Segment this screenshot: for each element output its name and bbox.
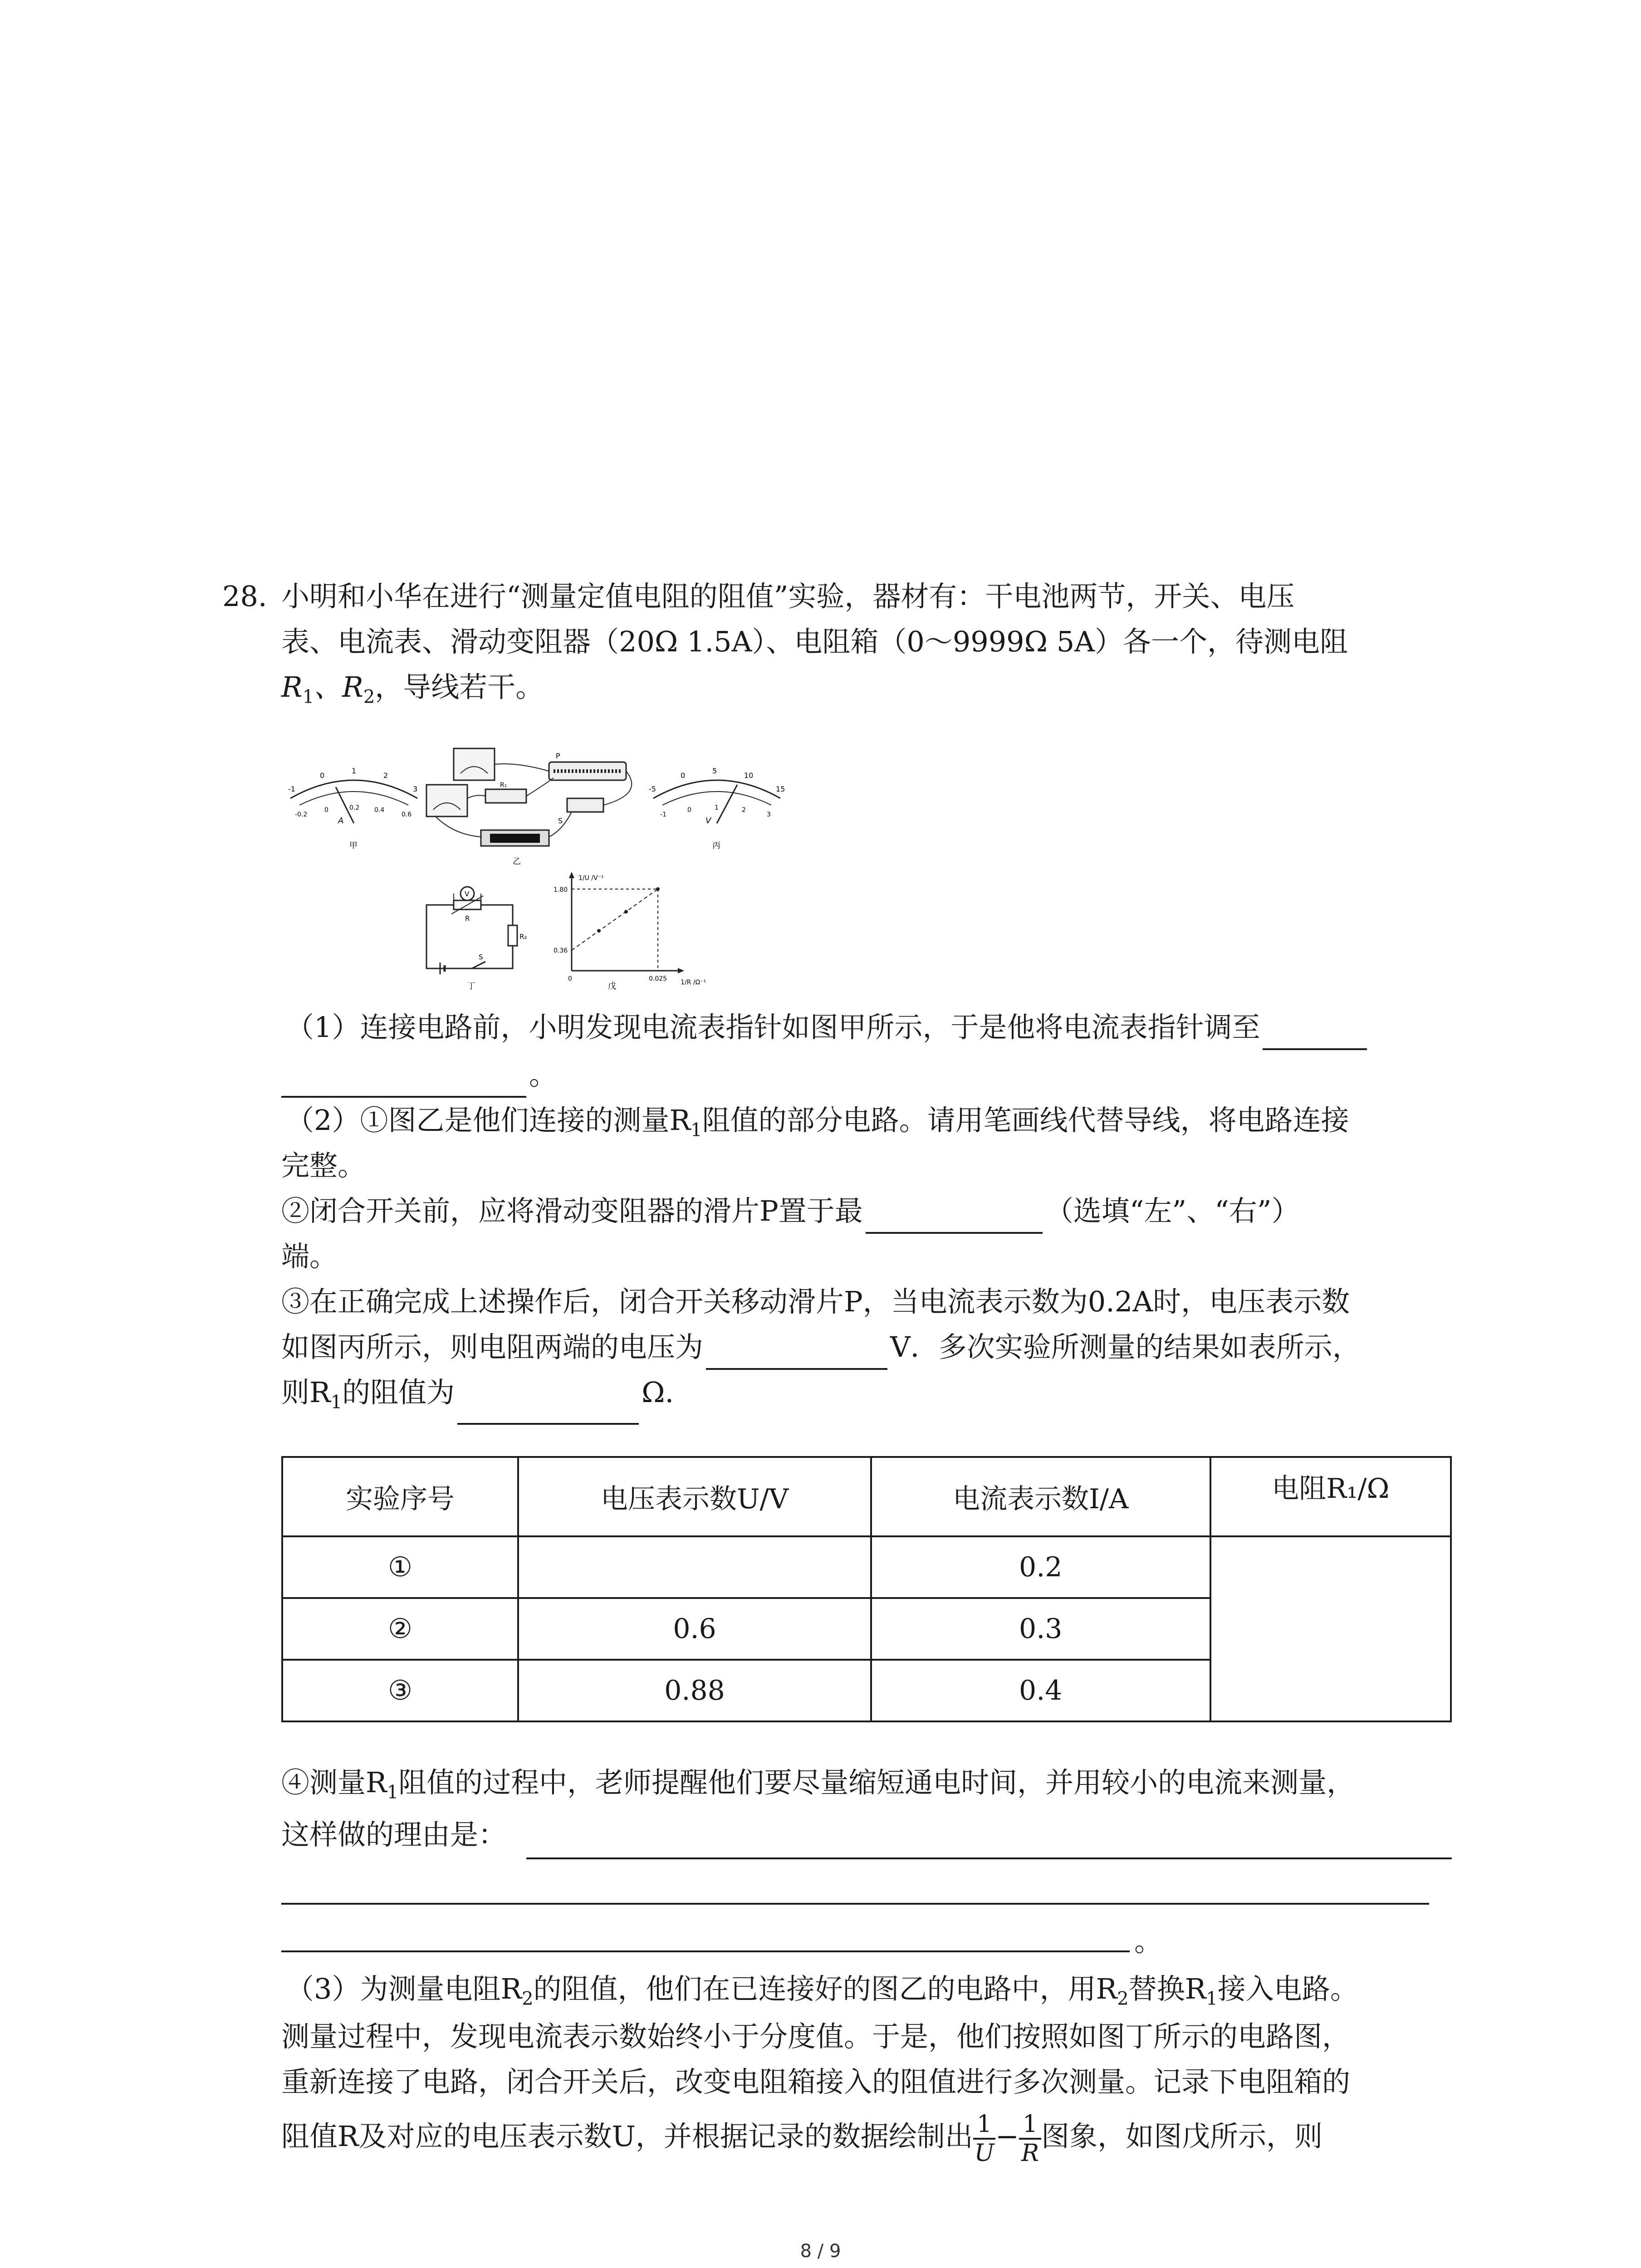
part3-text: 图象，如图戊所示，则 bbox=[1041, 2120, 1323, 2153]
table-cell: 0.88 bbox=[518, 1660, 871, 1721]
figure-label-jia: 甲 bbox=[349, 841, 358, 850]
subscript: 1 bbox=[387, 1782, 399, 1803]
question-stem-line-1: 小明和小华在进行“测量定值电阻的阻值”实验，器材有：干电池两节，开关、电压 bbox=[281, 580, 1295, 613]
circuit-apparatus bbox=[426, 748, 632, 866]
answer-line-reason-2[interactable] bbox=[281, 1903, 1429, 1905]
graph-y-axis-label: 1/U /V⁻¹ bbox=[578, 875, 604, 882]
graph-x-value: 0.025 bbox=[649, 975, 667, 982]
table-header: 电压表示数U/V bbox=[518, 1457, 871, 1536]
table-header: 电流表示数I/A bbox=[871, 1457, 1210, 1536]
part2-line-5: ③在正确完成上述操作后，闭合开关移动滑片P，当电流表示数为0.2A时，电压表示数 bbox=[281, 1285, 1350, 1318]
voltmeter-dial bbox=[649, 767, 785, 850]
part1-line-1 bbox=[286, 1005, 1370, 1050]
ammeter-tick-top-0: -1 bbox=[288, 785, 295, 793]
resistor-r1-label: R₁ bbox=[500, 782, 507, 789]
voltmeter-tick-bottom-4: 3 bbox=[767, 811, 771, 818]
voltmeter-tick-bottom-2: 1 bbox=[715, 804, 719, 811]
voltmeter-tick-top-1: 0 bbox=[681, 771, 686, 780]
subscript: 2 bbox=[522, 1988, 534, 2009]
fraction-denominator: R bbox=[1021, 2139, 1039, 2167]
schematic-switch-label: S bbox=[479, 953, 483, 961]
part2-text: V．多次实验所测量的结果如表所示， bbox=[890, 1330, 1361, 1364]
answer-blank-2a[interactable] bbox=[866, 1200, 1043, 1234]
part2-text: 则R bbox=[281, 1376, 331, 1409]
voltmeter-tick-bottom-0: -1 bbox=[660, 811, 666, 818]
part2-text: 阻值的部分电路。请用笔画线代替导线，将电路连接 bbox=[702, 1104, 1349, 1137]
answer-line-reason-1[interactable] bbox=[526, 1857, 1452, 1859]
table-header-row bbox=[282, 1457, 1451, 1536]
part2-line-6 bbox=[281, 1325, 1361, 1370]
ammeter-tick-top-3: 2 bbox=[383, 771, 388, 780]
part2b-end: 。 bbox=[1134, 1925, 1163, 1958]
question-stem-line-3 bbox=[281, 665, 544, 719]
voltmeter-tick-bottom-1: 0 bbox=[687, 807, 691, 814]
graph-x-axis-label: 1/R /Ω⁻¹ bbox=[681, 979, 706, 986]
part2-text: 如图丙所示，则电阻两端的电压为 bbox=[281, 1330, 704, 1364]
answer-blank-1b[interactable] bbox=[281, 1064, 526, 1098]
fraction-numerator: 1 bbox=[1019, 2111, 1041, 2140]
figure-label-ding: 丁 bbox=[467, 982, 475, 991]
table-cell: ③ bbox=[282, 1660, 518, 1721]
table-cell: ② bbox=[282, 1598, 518, 1660]
schematic-voltmeter-label: V bbox=[465, 890, 470, 898]
slider-p-label: P bbox=[556, 752, 560, 760]
part2-text: 的阻值为 bbox=[342, 1376, 455, 1409]
table-cell: ① bbox=[282, 1536, 518, 1598]
ammeter-dial bbox=[288, 767, 417, 850]
part2-line-7 bbox=[281, 1370, 674, 1425]
table-header: 电阻R₁/Ω bbox=[1210, 1457, 1451, 1536]
experiment-figure bbox=[281, 744, 803, 998]
r-symbol: 、R bbox=[314, 670, 363, 704]
table-cell-resistance[interactable] bbox=[1210, 1536, 1451, 1721]
ammeter-tick-bottom-0: -0.2 bbox=[295, 811, 308, 818]
part3-text: （3）为测量电阻R bbox=[286, 1972, 522, 2005]
ammeter-tick-bottom-3: 0.4 bbox=[374, 807, 385, 814]
table-cell-input[interactable] bbox=[518, 1536, 871, 1598]
subscript: 2 bbox=[1117, 1988, 1129, 2009]
part3-text: 接入电路。 bbox=[1217, 1972, 1358, 2005]
part1-line-2 bbox=[281, 1052, 557, 1098]
part2b-text: 阻值的过程中，老师提醒他们要尽量缩短通电时间，并用较小的电流来测量， bbox=[398, 1766, 1355, 1799]
table-row bbox=[282, 1536, 1451, 1598]
voltmeter-tick-top-2: 5 bbox=[712, 767, 717, 775]
answer-blank-2c[interactable] bbox=[457, 1391, 639, 1425]
graph-y-value-bottom: 0.36 bbox=[554, 947, 568, 954]
part3-line-4 bbox=[281, 2107, 1323, 2167]
figure-label-bing: 丙 bbox=[712, 841, 720, 850]
ammeter-tick-top-2: 1 bbox=[352, 767, 357, 775]
measurement-table bbox=[281, 1456, 1452, 1722]
subscript: 1 bbox=[691, 1119, 702, 1141]
part1-text: （1）连接电路前，小明发现电流表指针如图甲所示，于是他将电流表指针调至 bbox=[286, 1011, 1260, 1044]
part2-line-1 bbox=[286, 1098, 1349, 1153]
schematic-resistor-box-label: R bbox=[465, 914, 470, 923]
part3-line-3: 重新连接了电路，闭合开关后，改变电阻箱接入的阻值进行多次测量。记录下电阻箱的 bbox=[281, 2065, 1351, 2098]
table-cell: 0.4 bbox=[871, 1660, 1210, 1721]
fraction-1-over-u bbox=[973, 2111, 995, 2167]
part2-text: （2）①图乙是他们连接的测量R bbox=[286, 1104, 691, 1137]
voltmeter-tick-top-0: -5 bbox=[649, 785, 656, 793]
ammeter-tick-top-1: 0 bbox=[320, 771, 325, 780]
table-cell: 0.3 bbox=[871, 1598, 1210, 1660]
circuit-schematic bbox=[426, 887, 527, 991]
ammeter-tick-top-4: 3 bbox=[413, 785, 418, 793]
answer-blank-2b[interactable] bbox=[706, 1336, 887, 1370]
fraction-1-over-r bbox=[1019, 2111, 1041, 2167]
fraction-numerator: 1 bbox=[973, 2111, 995, 2140]
part3-text: 的阻值，他们在已连接好的图乙的电路中，用R bbox=[533, 1972, 1117, 2005]
part2b-line-2: 这样做的理由是： bbox=[281, 1818, 507, 1851]
part1-end: 。 bbox=[529, 1058, 558, 1091]
ammeter-tick-bottom-1: 0 bbox=[324, 807, 328, 814]
answer-blank-1a[interactable] bbox=[1263, 1017, 1367, 1050]
graph-y-value-top: 1.80 bbox=[554, 886, 568, 894]
r-symbol: R bbox=[281, 670, 303, 704]
figure-label-wu: 戊 bbox=[608, 982, 616, 991]
graph-1u-1r bbox=[554, 872, 706, 991]
schematic-r2-label: R₂ bbox=[519, 933, 527, 941]
answer-line-reason-3[interactable] bbox=[281, 1950, 1130, 1952]
subscript: 1 bbox=[302, 686, 314, 708]
voltmeter-tick-bottom-3: 2 bbox=[742, 807, 746, 814]
part3-text: 阻值R及对应的电压表示数U，并根据记录的数据绘制出 bbox=[281, 2120, 973, 2153]
question-stem-line-2: 表、电流表、滑动变阻器（20Ω 1.5A）、电阻箱（0～9999Ω 5A）各一个，待测电阻 bbox=[281, 625, 1348, 658]
graph-x-origin: 0 bbox=[568, 975, 572, 982]
part2-line-2: 完整。 bbox=[281, 1149, 366, 1182]
subscript: 1 bbox=[330, 1392, 343, 1413]
stem-text: ，导线若干。 bbox=[375, 670, 544, 704]
ammeter-tick-bottom-4: 0.6 bbox=[402, 811, 412, 818]
question-number: 28. bbox=[222, 580, 267, 613]
voltmeter-unit: V bbox=[705, 816, 711, 826]
part2-line-4: 端。 bbox=[281, 1240, 338, 1273]
part2-text: （选填“左”、“右”） bbox=[1045, 1194, 1300, 1227]
part3-line-1 bbox=[286, 1966, 1358, 2021]
table-header: 实验序号 bbox=[282, 1457, 518, 1536]
subscript: 1 bbox=[1206, 1988, 1218, 2009]
voltmeter-tick-top-3: 10 bbox=[744, 771, 754, 780]
voltmeter-tick-top-4: 15 bbox=[776, 785, 785, 793]
ammeter-tick-bottom-2: 0.2 bbox=[349, 804, 360, 811]
page-number: 8 / 9 bbox=[800, 2241, 841, 2262]
fraction-denominator: U bbox=[974, 2139, 994, 2167]
figure-label-yi: 乙 bbox=[513, 857, 521, 866]
table-cell: 0.6 bbox=[518, 1598, 871, 1660]
subscript: 2 bbox=[363, 686, 375, 708]
part2b-text: ④测量R bbox=[281, 1766, 387, 1799]
part3-text: 替换R bbox=[1128, 1972, 1206, 2005]
part3-line-2: 测量过程中，发现电流表示数始终小于分度值。于是，他们按照如图丁所示的电路图， bbox=[281, 2020, 1351, 2053]
part2b-line-1 bbox=[281, 1760, 1355, 1815]
part2-text: ②闭合开关前，应将滑动变阻器的滑片P置于最 bbox=[281, 1194, 863, 1227]
switch-s-label: S bbox=[558, 816, 563, 825]
fraction-separator: − bbox=[995, 2120, 1019, 2153]
part2-text: Ω. bbox=[642, 1376, 674, 1409]
part2-line-3 bbox=[281, 1188, 1300, 1234]
table-cell: 0.2 bbox=[871, 1536, 1210, 1598]
ammeter-unit: A bbox=[338, 816, 344, 826]
